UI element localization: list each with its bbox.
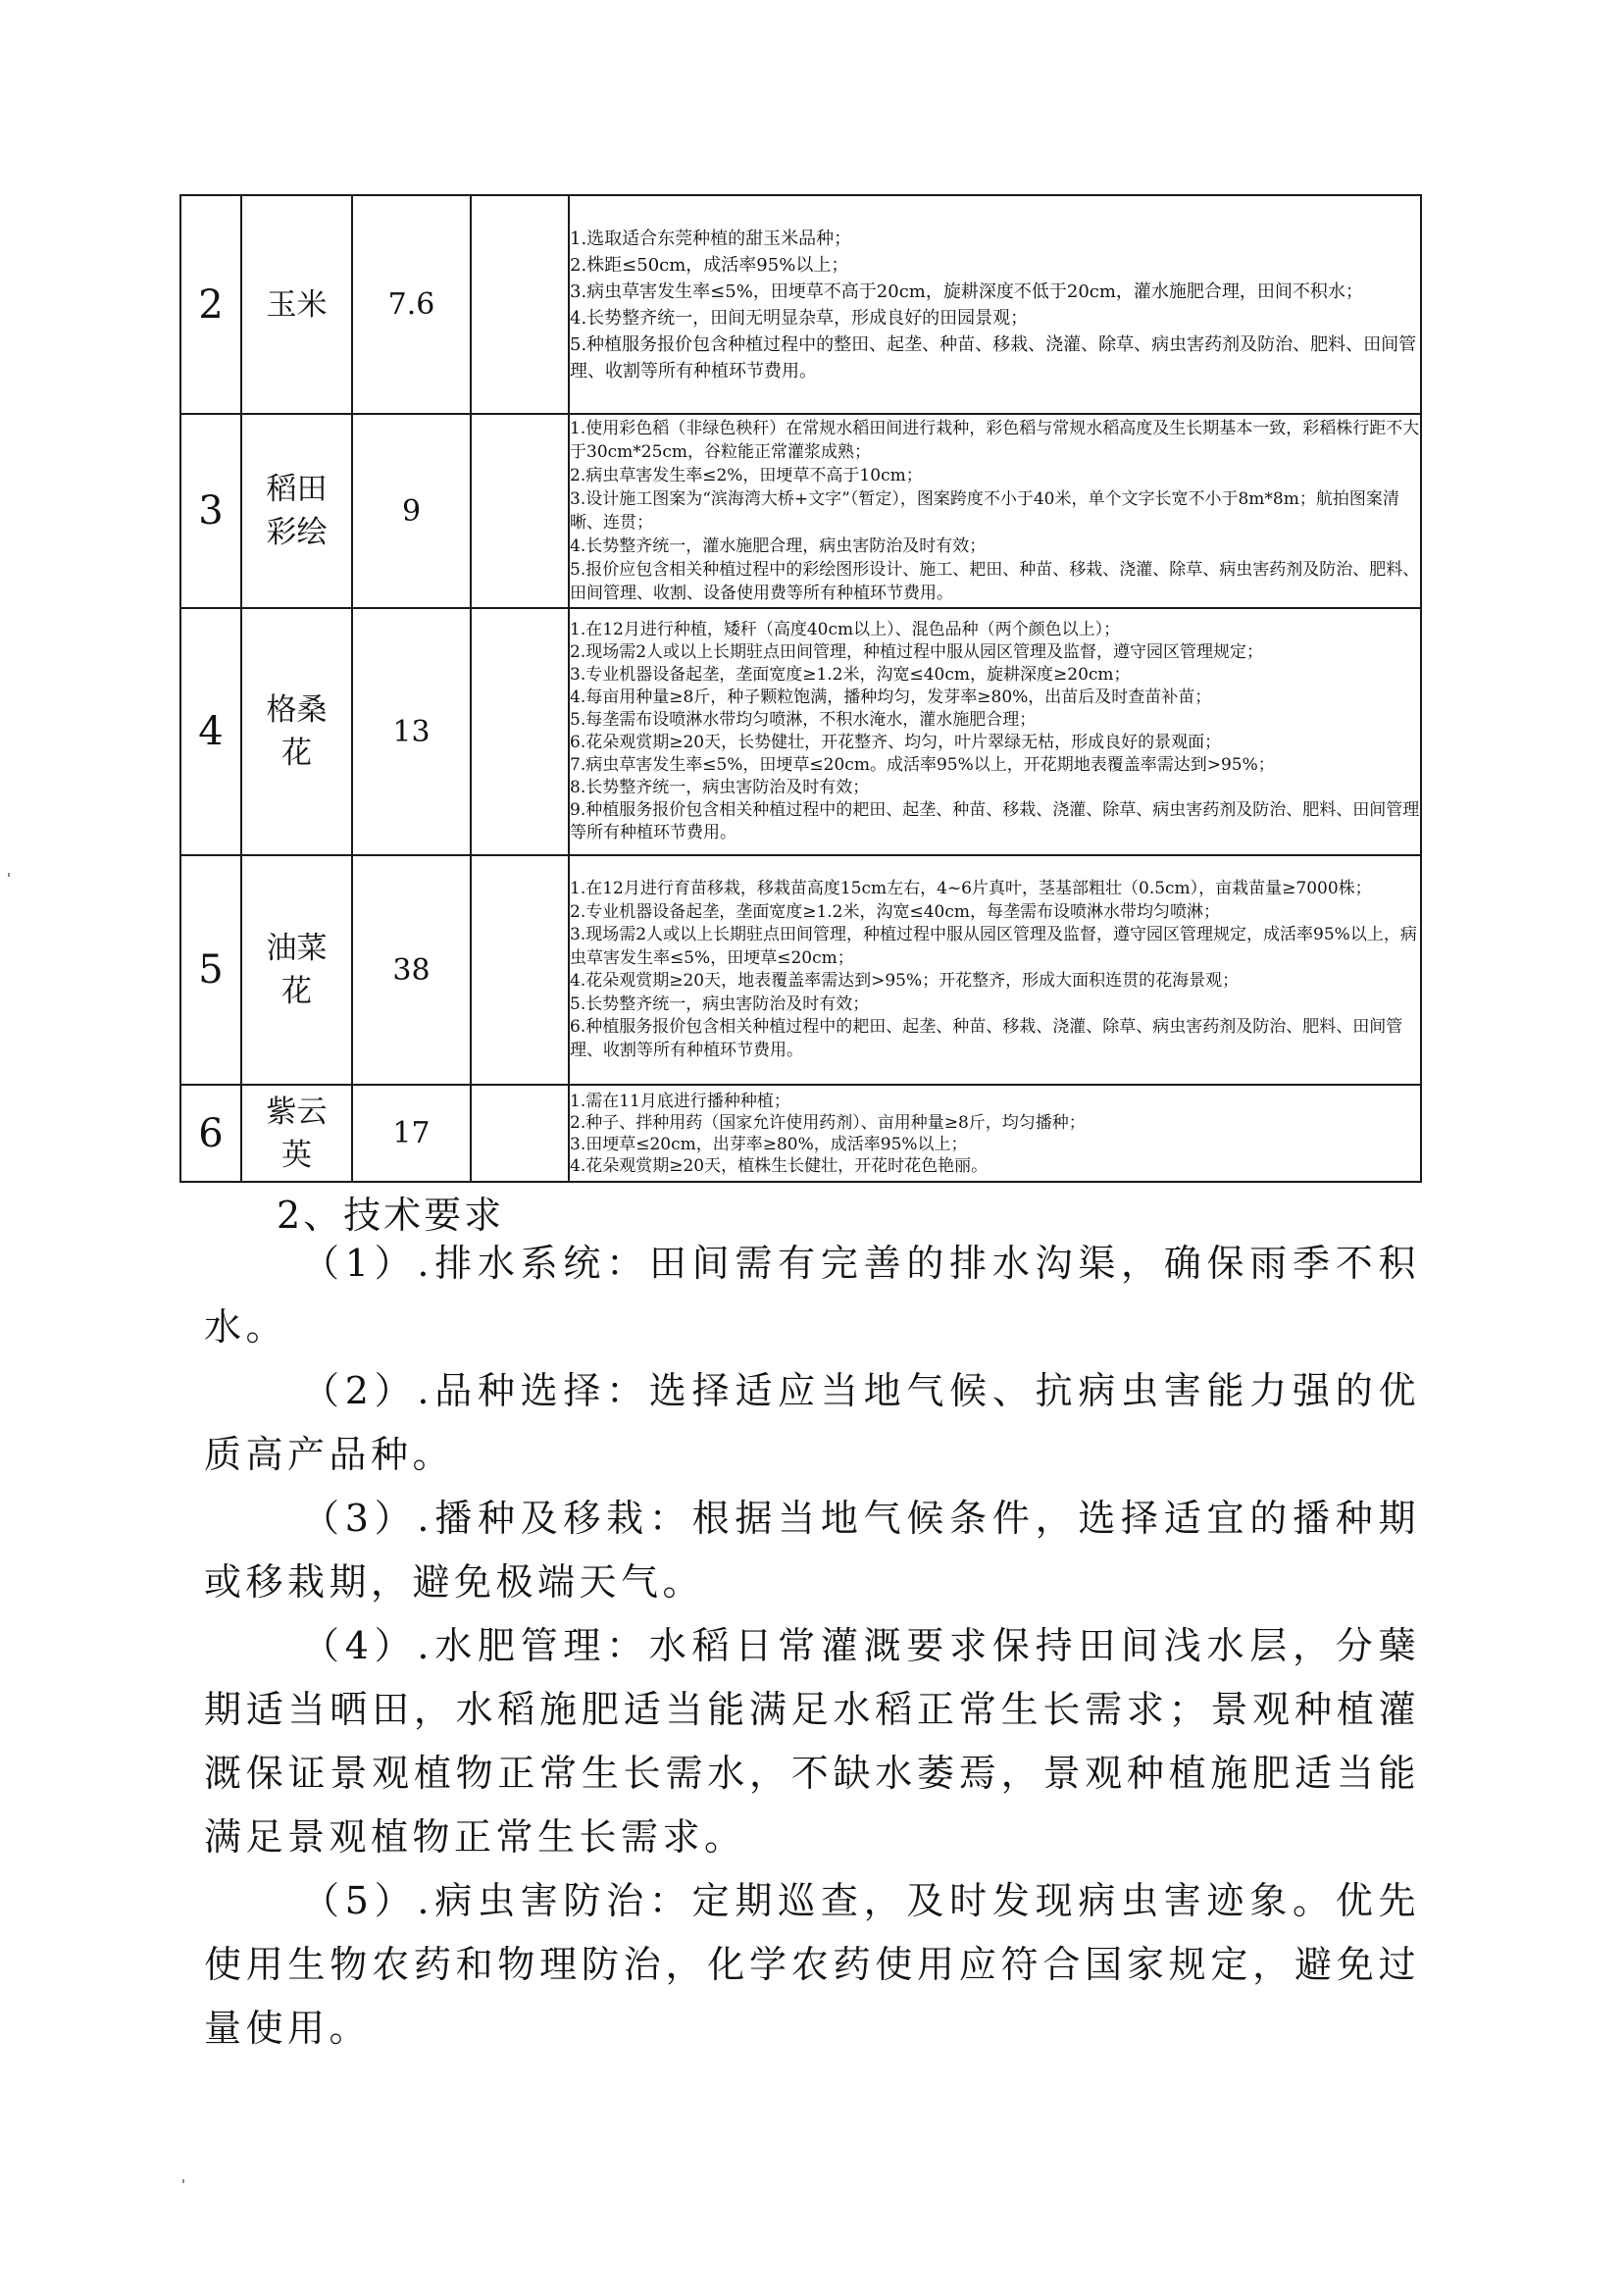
table-row: [180, 608, 1421, 855]
requirements-cell: [569, 195, 1421, 414]
empty-cell: [471, 608, 569, 855]
row-number: 5: [180, 855, 241, 1085]
requirement-item: 3.现场需2人或以上长期驻点田间管理，种植过程中服从园区管理及监督，遵守园区管理规定，成活率95%以上，病虫草害发生率≤5%，田埂草≤20cm；: [570, 925, 1417, 968]
crop-name-line: 紫云: [266, 1094, 328, 1130]
scan-speck: [182, 2179, 184, 2183]
requirement-item: 5.报价应包含相关种植过程中的彩绘图形设计、施工、耙田、种苗、移栽、浇灌、除草、病虫害药剂及防治、肥料、田间管理、收割、设备使用费等所有种植环节费用。: [570, 560, 1420, 603]
scan-speck: [8, 873, 10, 877]
requirement-item: 1.使用彩色稻（非绿色秧秆）在常规水稻田间进行栽种，彩色稻与常规水稻高度及生长期基本一致，彩稻株行距不大于30cm*25cm，谷粒能正常灌浆成熟；: [570, 419, 1420, 462]
requirement-item: 2.专业机器设备起垄，垄面宽度≥1.2米，沟宽≤40cm，每垄需布设喷淋水带均匀喷淋；: [570, 901, 1221, 922]
crop-name-line: 彩绘: [266, 515, 328, 550]
requirement-item: 4.花朵观赏期≥20天，植株生长健壮，开花时花色艳丽。: [570, 1155, 989, 1176]
crop-name: [241, 195, 352, 414]
crop-name-line: 稻田: [266, 472, 328, 507]
requirement-item: 5.长势整齐统一，病虫害防治及时有效；: [570, 994, 870, 1014]
requirement-item: 5.种植服务报价包含种植过程中的整田、起垄、种苗、移栽、浇灌、除草、病虫害药剂及防治、肥料、田间管理、收割等所有种植环节费用。: [570, 333, 1417, 382]
requirement-item: 1.在12月进行种植，矮秆（高度40cm以上）、混色品种（两个颜色以上）；: [570, 620, 1121, 639]
requirement-item: 2.现场需2人或以上长期驻点田间管理，种植过程中服从园区管理及监督，遵守园区管理规定；: [570, 642, 1264, 662]
requirement-item: 3.专业机器设备起垄，垄面宽度≥1.2米，沟宽≤40cm，旋耕深度≥20cm；: [570, 665, 1131, 685]
requirement-item: 5.每垄需布设喷淋水带均匀喷淋，不积水淹水，灌水施肥合理；: [570, 710, 1037, 730]
row-number: 3: [180, 414, 241, 608]
crop-name-line: 格桑: [266, 692, 328, 728]
requirement-item: 1.选取适合东莞种植的甜玉米品种；: [570, 228, 852, 249]
empty-cell: [471, 1085, 569, 1182]
area-value: 38: [352, 855, 471, 1085]
paragraph-water-fertilizer: （4）.水肥管理：水稻日常灌溉要求保持田间浅水层，分蘖期适当晒田，水稻施肥适当能满足水稻正常生长需求；景观种植灌溉保证景观植物正常生长需水，不缺水萎焉，景观种植施肥适当能满足景观植物正常生长需求。: [204, 1624, 1420, 1859]
planting-spec-table: [179, 194, 1422, 1183]
area-value: 17: [352, 1085, 471, 1182]
table-row: [180, 414, 1421, 608]
requirement-item: 9.种植服务报价包含相关种植过程中的耙田、起垄、种苗、移栽、浇灌、除草、病虫害药剂及防治、肥料、田间管理等所有种植环节费用。: [570, 800, 1420, 842]
paragraph-pest-control: （5）.病虫害防治：定期巡查，及时发现病虫害迹象。优先使用生物农药和物理防治，化学农药使用应符合国家规定，避免过量使用。: [204, 1879, 1420, 2050]
paragraph-drainage: （1）.排水系统：田间需有完善的排水沟渠，确保雨季不积水。: [204, 1242, 1420, 1349]
requirement-item: 2.株距≤50cm，成活率95%以上；: [570, 254, 849, 276]
area-value: 9: [352, 414, 471, 608]
crop-name-line: 花: [281, 974, 312, 1009]
empty-cell: [471, 195, 569, 414]
requirement-item: 4.每亩用种量≥8斤，种子颗粒饱满，播种均匀，发芽率≥80%，出苗后及时查苗补苗；: [570, 688, 1212, 707]
requirement-item: 3.田埂草≤20cm，出芽率≥80%，成活率95%以上；: [570, 1134, 968, 1154]
area-value: 13: [352, 608, 471, 855]
requirements-cell: [569, 608, 1421, 855]
requirements-cell: [569, 1085, 1421, 1182]
requirements-cell: [569, 414, 1421, 608]
requirement-item: 4.花朵观赏期≥20天，地表覆盖率需达到>95%；开花整齐，形成大面积连贯的花海景观；: [570, 971, 1240, 991]
requirement-item: 4.长势整齐统一，田间无明显杂草，形成良好的田园景观；: [570, 307, 1029, 329]
crop-name-line: 英: [281, 1137, 312, 1173]
requirement-item: 8.长势整齐统一，病虫害防治及时有效；: [570, 778, 870, 797]
table-row: [180, 195, 1421, 414]
requirement-item: 3.病虫草害发生率≤5%，田埂草不高于20cm，旋耕深度不低于20cm，灌水施肥合理，田间不积水；: [570, 280, 1363, 302]
requirement-item: 1.在12月进行育苗移栽，移栽苗高度15cm左右，4~6片真叶，茎基部粗壮（0.5cm），亩栽苗量≥7000株；: [570, 879, 1372, 898]
row-number: 6: [180, 1085, 241, 1182]
crop-name-line: 花: [281, 736, 312, 771]
empty-cell: [471, 414, 569, 608]
row-number: 2: [180, 195, 241, 414]
crop-name: [241, 608, 352, 855]
requirement-item: 6.种植服务报价包含相关种植过程中的耙田、起垄、种苗、移栽、浇灌、除草、病虫害药剂及防治、肥料、田间管理、收割等所有种植环节费用。: [570, 1017, 1403, 1060]
row-number: 4: [180, 608, 241, 855]
requirement-item: 2.病虫草害发生率≤2%，田埂草不高于10cm；: [570, 466, 923, 485]
empty-cell: [471, 855, 569, 1085]
crop-name-line: 玉米: [266, 286, 328, 323]
requirement-item: 6.花朵观赏期≥20天，长势健壮，开花整齐、均匀，叶片翠绿无枯，形成良好的景观面；: [570, 733, 1222, 752]
requirement-item: 4.长势整齐统一，灌水施肥合理，病虫害防治及时有效；: [570, 536, 987, 556]
crop-name-line: 油菜: [266, 931, 328, 966]
paragraph-variety: （2）.品种选择：选择适应当地气候、抗病虫害能力强的优质高产品种。: [204, 1369, 1420, 1476]
table-row: [180, 855, 1421, 1085]
requirement-item: 2.种子、拌种用药（国家允许使用药剂）、亩用种量≥8斤，均匀播种；: [570, 1112, 1086, 1133]
crop-name: [241, 414, 352, 608]
technical-requirements: [204, 1232, 1420, 2061]
table-row: [180, 1085, 1421, 1182]
requirement-item: 7.病虫草害发生率≤5%，田埂草≤20cm。成活率95%以上，开花期地表覆盖率需达到>95%；: [570, 755, 1275, 775]
requirements-cell: [569, 855, 1421, 1085]
section-heading: 2、技术要求: [277, 1194, 505, 1237]
crop-name: [241, 1085, 352, 1182]
requirement-item: 1.需在11月底进行播种种植；: [570, 1091, 790, 1111]
area-value: 7.6: [352, 195, 471, 414]
requirement-item: 3.设计施工图案为“滨海湾大桥+文字”（暂定），图案跨度不小于40米，单个文字长宽不小于8m*8m；航拍图案清晰、连贯；: [570, 489, 1399, 533]
paragraph-sowing: （3）.播种及移栽：根据当地气候条件，选择适宜的播种期或移栽期，避免极端天气。: [204, 1497, 1420, 1604]
crop-name: [241, 855, 352, 1085]
